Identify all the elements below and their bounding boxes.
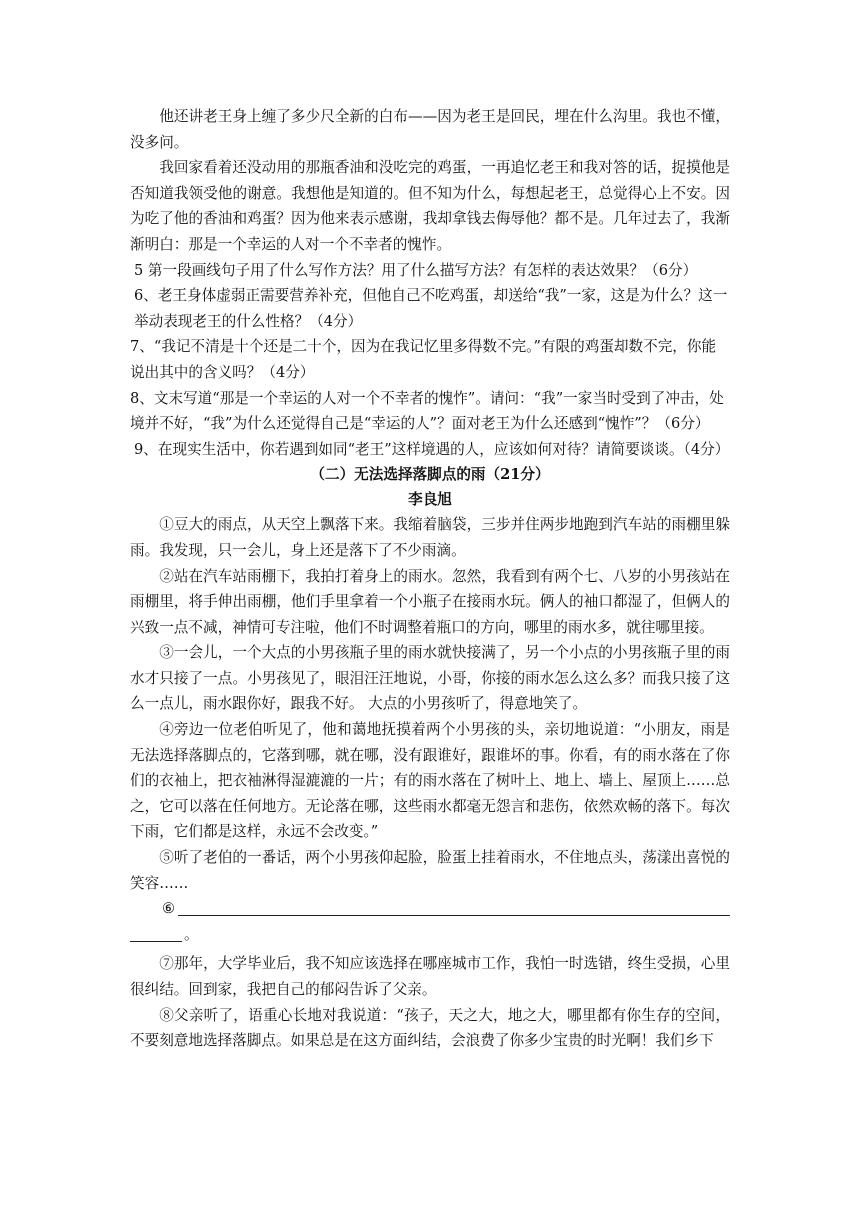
passage2-paragraph-2: ②站在汽车站雨棚下，我拍打着身上的雨水。忽然，我看到有两个七、八岁的小男孩站在雨棚里，将手伸出雨棚，他们手里拿着一个小瓶子在接雨水玩。俩人的袖口都湿了，但俩人的兴致一点不减，神情可专注啦，他们不时调整着瓶口的方向，哪里的雨水多，就往哪里接。 [130,567,730,636]
passage2-paragraph-5: ⑤听了老伯的一番话，两个小男孩仰起脸，脸蛋上挂着雨水，不住地点头，荡漾出喜悦的笑容…… [130,849,730,892]
passage2-paragraph-7: ⑦那年，大学毕业后，我不知应该选择在哪座城市工作，我怕一时选错，终生受损，心里很纠结。回到家，我把自己的郁闷告诉了父亲。 [130,955,730,998]
passage2-paragraph-1: ①豆大的雨点，从天空上飘落下来。我缩着脑袋，三步并住两步地跑到汽车站的雨棚里躲雨。我发现，只一会儿，身上还是落下了不少雨滴。 [130,516,730,559]
question-8: 8、文末写道“那是一个幸运的人对一个不幸者的愧怍”。请问：“我”一家当时受到了冲击，处境并不好，“我”为什么还觉得自己是“幸运的人”？面对老王为什么还感到“愧怍”？（6分） [130,389,724,433]
answer-underline-short [130,941,182,942]
question-9: 9、在现实生活中，你若遇到如同“老王”这样境遇的人，应该如何对待？请简要谈谈。（4分） [134,440,730,458]
question-5: 5 第一段画线句子用了什么写作方法？用了什么描写方法？有怎样的表达效果？（6分） [134,261,698,279]
passage1-paragraph-2: 我回家看着还没动用的那瓶香油和没吃完的鸡蛋，一再追忆老王和我对答的话，捉摸他是否知道我领受他的谢意。我想他是知道的。但不知为什么，每想起老王，总觉得心上不安。因为吃了他的香油和鸡蛋？因为他来表示感谢，我却拿钱去侮辱他？都不是。几年过去了，我渐渐明白：那是一个幸运的人对一个不幸者的愧怍。 [130,159,730,253]
passage2-title: （二）无法选择落脚点的雨（21分） [310,466,550,484]
question-7: 7、“我记不清是十个还是二十个，因为在我记忆里多得数不完。”有限的鸡蛋却数不完，你能说出其中的含义吗？（4分） [130,338,717,381]
answer-underline [178,915,730,916]
passage1-paragraph-1: 他还讲老王身上缠了多少尺全新的白布——因为老王是回民，埋在什么沟里。我也不懂，没多问。 [130,108,730,151]
passage2-paragraph-3: ③一会儿，一个大点的小男孩瓶子里的雨水就快接满了，另一个小点的小男孩瓶子里的雨水才只接了一点。小男孩见了，眼泪汪汪地说，小哥，你接的雨水怎么这么多？而我只接了这么一点儿，雨水跟你好，跟我不好。 大点的小男孩听了，得意地笑了。 [130,644,730,713]
fill-in-blank-6[interactable] [130,896,730,922]
document-body [130,104,730,1054]
blank-period: 。 [184,925,199,943]
passage2-author: 李良旭 [408,491,452,509]
question-6: 6、老王身体虚弱正需要营养补充，但他自己不吃鸡蛋，却送给“我”一家，这是为什么？这一举动表现老王的什么性格？（4分） [134,287,728,330]
fill-in-blank-6-continued[interactable] [130,922,730,948]
blank-number: ⑥ [162,900,176,918]
passage2-paragraph-4: ④旁边一位老伯听见了，他和蔼地抚摸着两个小男孩的头，亲切地说道：“小朋友，雨是无法选择落脚点的，它落到哪，就在哪，没有跟谁好，跟谁坏的事。你看，有的雨水落在了你们的衣袖上，把衣袖淋得湿漉漉的一片；有的雨水落在了树叶上、地上、墙上、屋顶上……总之，它可以落在任何地方。无论落在哪，这些雨水都毫无怨言和悲伤，依然欢畅的落下。每次下雨，它们都是这样，永远不会改变。” [130,721,730,841]
passage2-paragraph-8: ⑧父亲听了，语重心长地对我说道：“孩子，天之大，地之大，哪里都有你生存的空间，不要刻意地选择落脚点。如果总是在这方面纠结，会浪费了你多少宝贵的时光啊！我们乡下 [130,1006,730,1050]
